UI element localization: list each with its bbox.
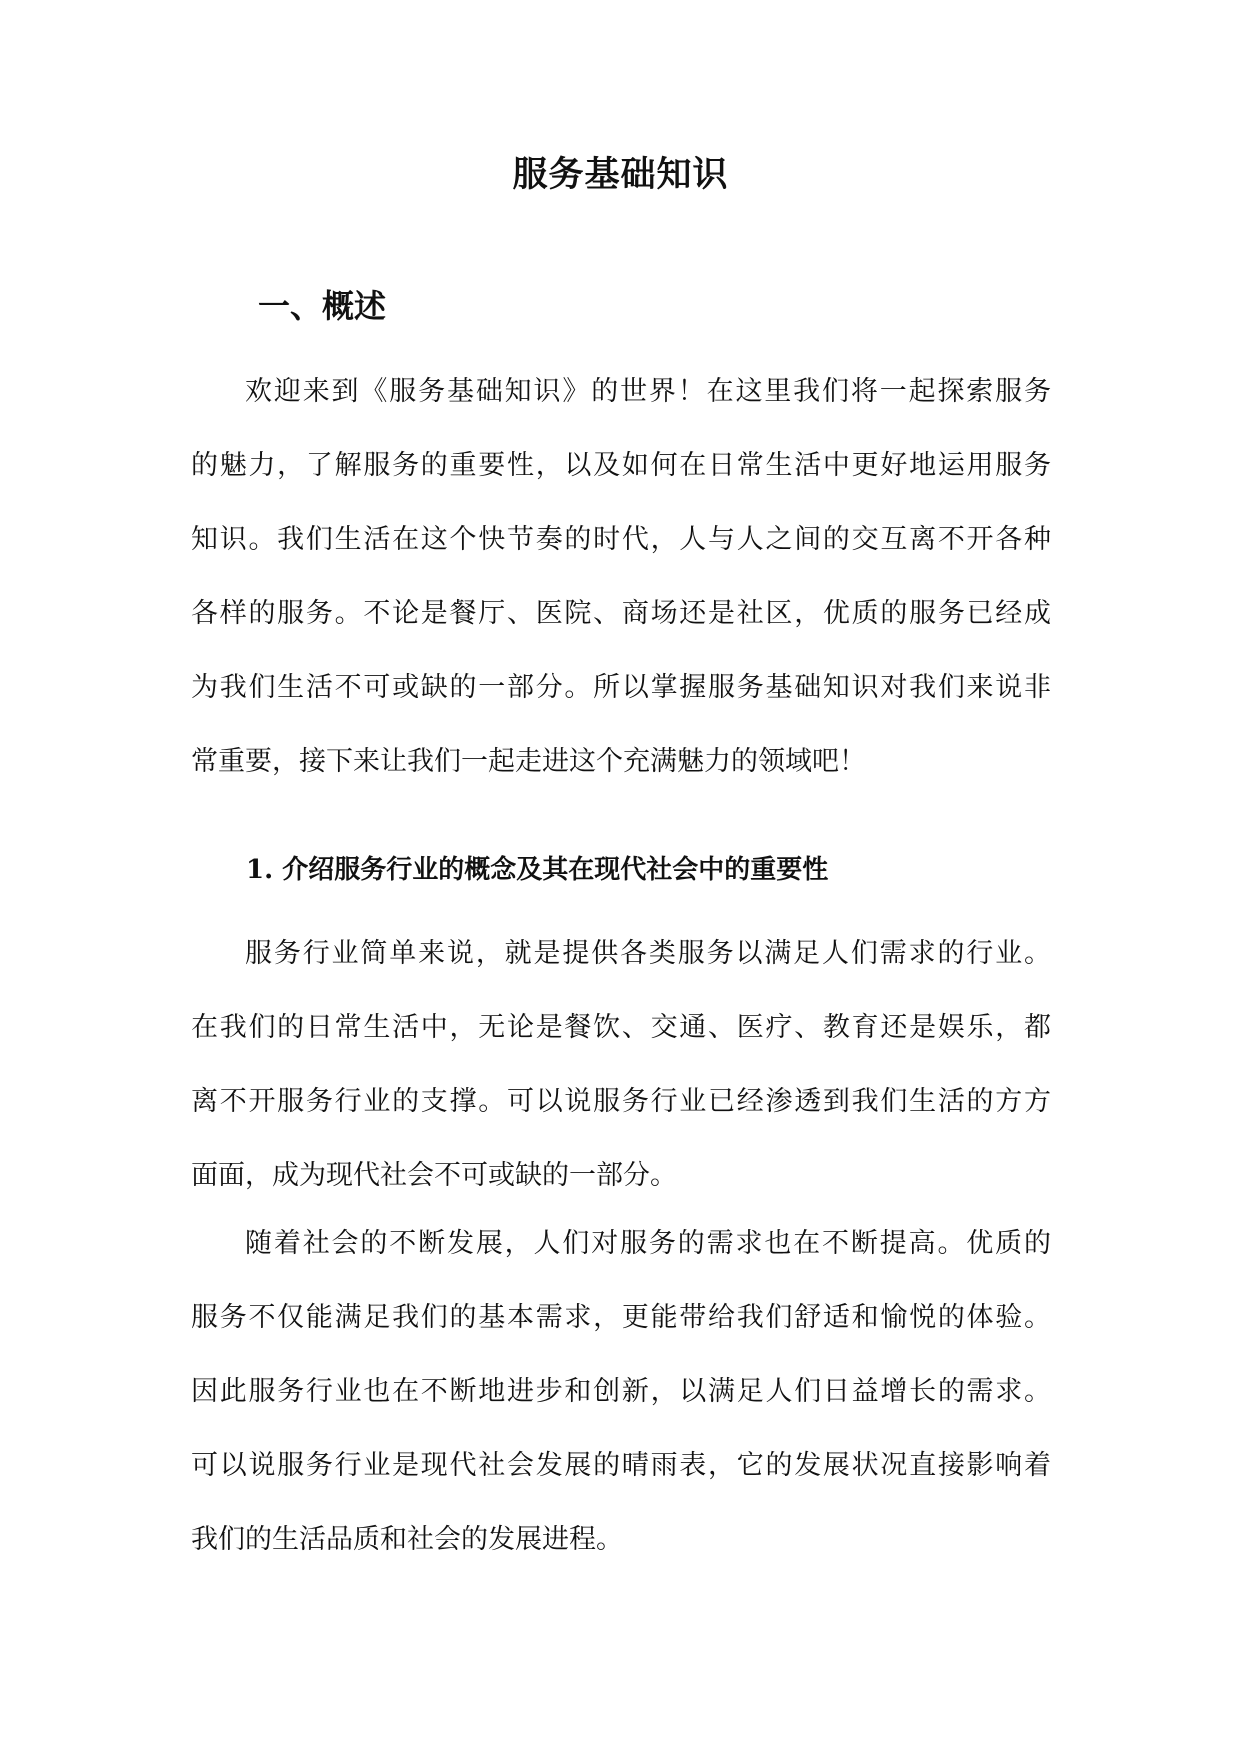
paragraph-line: 可以说服务行业是现代社会发展的晴雨表，它的发展状况直接影响着 (191, 1450, 1051, 1481)
paragraph-line: 为我们生活不可或缺的一部分。所以掌握服务基础知识对我们来说非 (191, 672, 1051, 703)
subsection-heading-service-industry: 1. 介绍服务行业的概念及其在现代社会中的重要性 (246, 855, 829, 885)
paragraph-line: 常重要，接下来让我们一起走进这个充满魅力的领域吧！ (191, 746, 866, 777)
paragraph-line: 知识。我们生活在这个快节奏的时代，人与人之间的交互离不开各种 (191, 524, 1051, 555)
paragraph-line: 在我们的日常生活中，无论是餐饮、交通、医疗、教育还是娱乐，都 (191, 1012, 1051, 1043)
section-heading-overview: 一、概述 (258, 287, 387, 325)
overview-paragraph (191, 355, 1051, 799)
paragraph-line: 的魅力，了解服务的重要性，以及如何在日常生活中更好地运用服务 (191, 450, 1051, 481)
paragraph-line: 我们的生活品质和社会的发展进程。 (191, 1524, 623, 1555)
paragraph-line: 随着社会的不断发展，人们对服务的需求也在不断提高。优质的 (245, 1228, 1051, 1259)
paragraph-line: 面面，成为现代社会不可或缺的一部分。 (191, 1160, 677, 1191)
paragraph-line: 离不开服务行业的支撑。可以说服务行业已经渗透到我们生活的方方 (191, 1086, 1051, 1117)
paragraph-line: 各样的服务。不论是餐厅、医院、商场还是社区，优质的服务已经成 (191, 598, 1051, 629)
paragraph-line: 欢迎来到《服务基础知识》的世界！在这里我们将一起探索服务 (245, 376, 1051, 407)
paragraph-line: 服务不仅能满足我们的基本需求，更能带给我们舒适和愉悦的体验。 (191, 1302, 1051, 1333)
service-industry-paragraph-1 (191, 917, 1051, 1213)
service-industry-paragraph-2 (191, 1207, 1051, 1577)
paragraph-line: 因此服务行业也在不断地进步和创新，以满足人们日益增长的需求。 (191, 1376, 1051, 1407)
document-title: 服务基础知识 (512, 154, 729, 195)
paragraph-line: 服务行业简单来说，就是提供各类服务以满足人们需求的行业。 (245, 938, 1051, 969)
